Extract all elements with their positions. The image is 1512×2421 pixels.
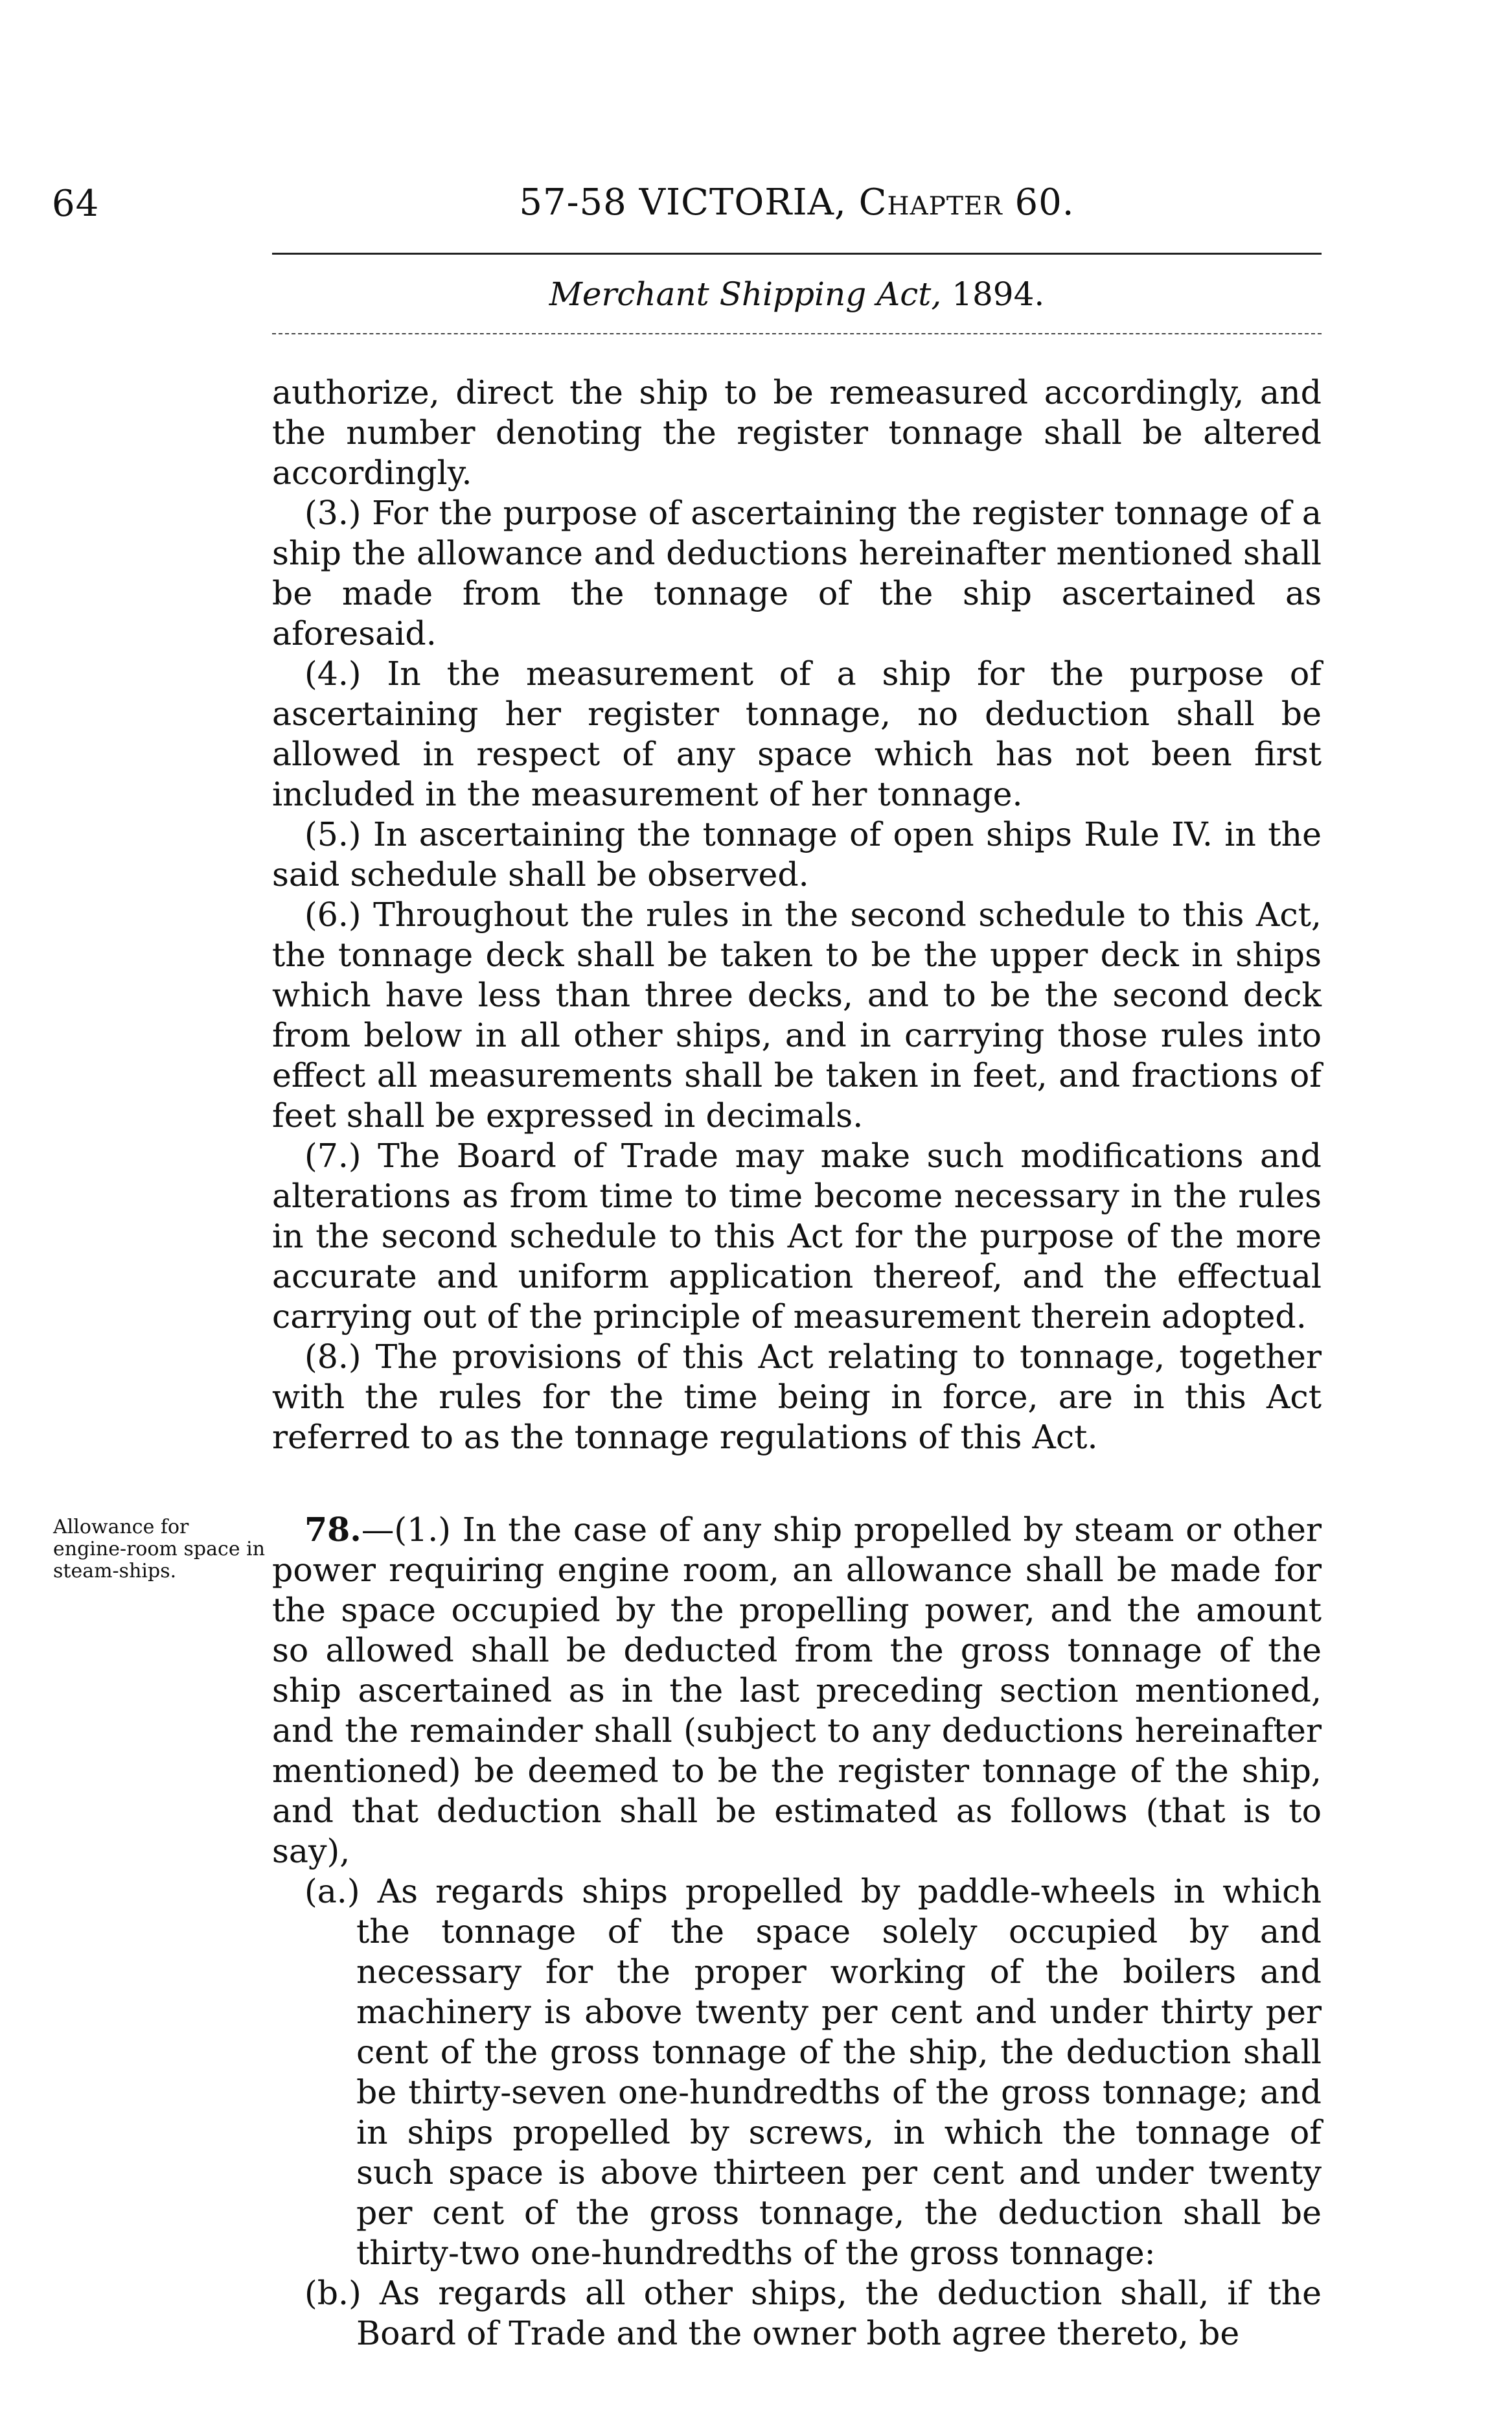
paragraph-3: (3.) For the purpose of ascertaining the register tonnage of a ship the allowance and deductions hereinafter mentioned shall be made from the tonnage of the ship ascertained as aforesaid. bbox=[272, 494, 1322, 653]
section-78 bbox=[272, 1510, 1322, 2354]
paragraph-8: (8.) The provisions of this Act relating to tonnage, together with the rules for the time being in force, are in this Act referred to as the tonnage regulations of this Act. bbox=[272, 1338, 1322, 1456]
paragraph-continued: authorize, direct the ship to be remeasured accordingly, and the number denoting the register tonnage shall be altered accordingly. bbox=[272, 373, 1322, 492]
paragraph-7: (7.) The Board of Trade may make such modifications and alterations as from time to time become necessary in the rules in the second schedule to this Act for the purpose of the more accurate and uniform application thereof, and the effectual carrying out of the principle of measurement therein adopted. bbox=[272, 1137, 1322, 1336]
margin-note: Allowance for engine-room space in steam-ships. bbox=[53, 1516, 266, 1582]
continuation-text bbox=[272, 373, 1322, 1457]
subheading-act-name: Merchant Shipping Act, bbox=[549, 275, 942, 313]
paragraph-5: (5.) In ascertaining the tonnage of open ships Rule IV. in the said schedule shall be observed. bbox=[272, 815, 1322, 894]
subheading-year: 1894. bbox=[941, 275, 1045, 313]
header-rule-top bbox=[272, 253, 1322, 255]
running-head bbox=[272, 181, 1322, 224]
subsection-a: (a.) As regards ships propelled by paddle-wheels in which the tonnage of the space solely occupied by and necessary for the proper working of the boilers and machinery is above twenty per cent and under thirty per cent of the gross tonnage of the ship, the deduction shall be thirty-seven one-hundredths of the gross tonnage; and in ships propelled by screws, in which the tonnage of such space is above thirteen per cent and under twenty per cent of the gross tonnage, the deduction shall be thirty-two one-hundredths of the gross tonnage: bbox=[304, 1872, 1322, 2272]
section-number: 78. bbox=[304, 1511, 361, 1549]
subheading bbox=[272, 275, 1322, 313]
section-78-intro bbox=[272, 1510, 1322, 1871]
header-rule-bottom bbox=[272, 333, 1322, 334]
subsection-b: (b.) As regards all other ships, the deduction shall, if the Board of Trade and the owner both agree thereto, be bbox=[304, 2274, 1322, 2352]
section-78-text: —(1.) In the case of any ship propelled by steam or other power requiring engine room, an allowance shall be made for the space occupied by the propelling power, and the amount so allowed shall be deducted from the gross tonnage of the ship ascertained as in the last preceding section mentioned, and the remainder shall (subject to any deductions hereinafter mentioned) be deemed to be the register tonnage of the ship, and that deduction shall be estimated as follows (that is to say), bbox=[272, 1511, 1322, 1870]
running-head-chapter: Chapter 60. bbox=[858, 181, 1075, 224]
paragraph-4: (4.) In the measurement of a ship for the purpose of ascertaining her register tonnage, no deduction shall be allowed in respect of any space which has not been first included in the measurement of her tonnage. bbox=[272, 654, 1322, 813]
page-number: 64 bbox=[52, 183, 100, 225]
paragraph-6: (6.) Throughout the rules in the second schedule to this Act, the tonnage deck shall be taken to be the upper deck in ships which have less than three decks, and to be the second deck from below in all other ships, and in carrying those rules into effect all measurements shall be taken in feet, and fractions of feet shall be expressed in decimals. bbox=[272, 896, 1322, 1135]
running-head-title: 57-58 VICTORIA, bbox=[519, 181, 859, 224]
